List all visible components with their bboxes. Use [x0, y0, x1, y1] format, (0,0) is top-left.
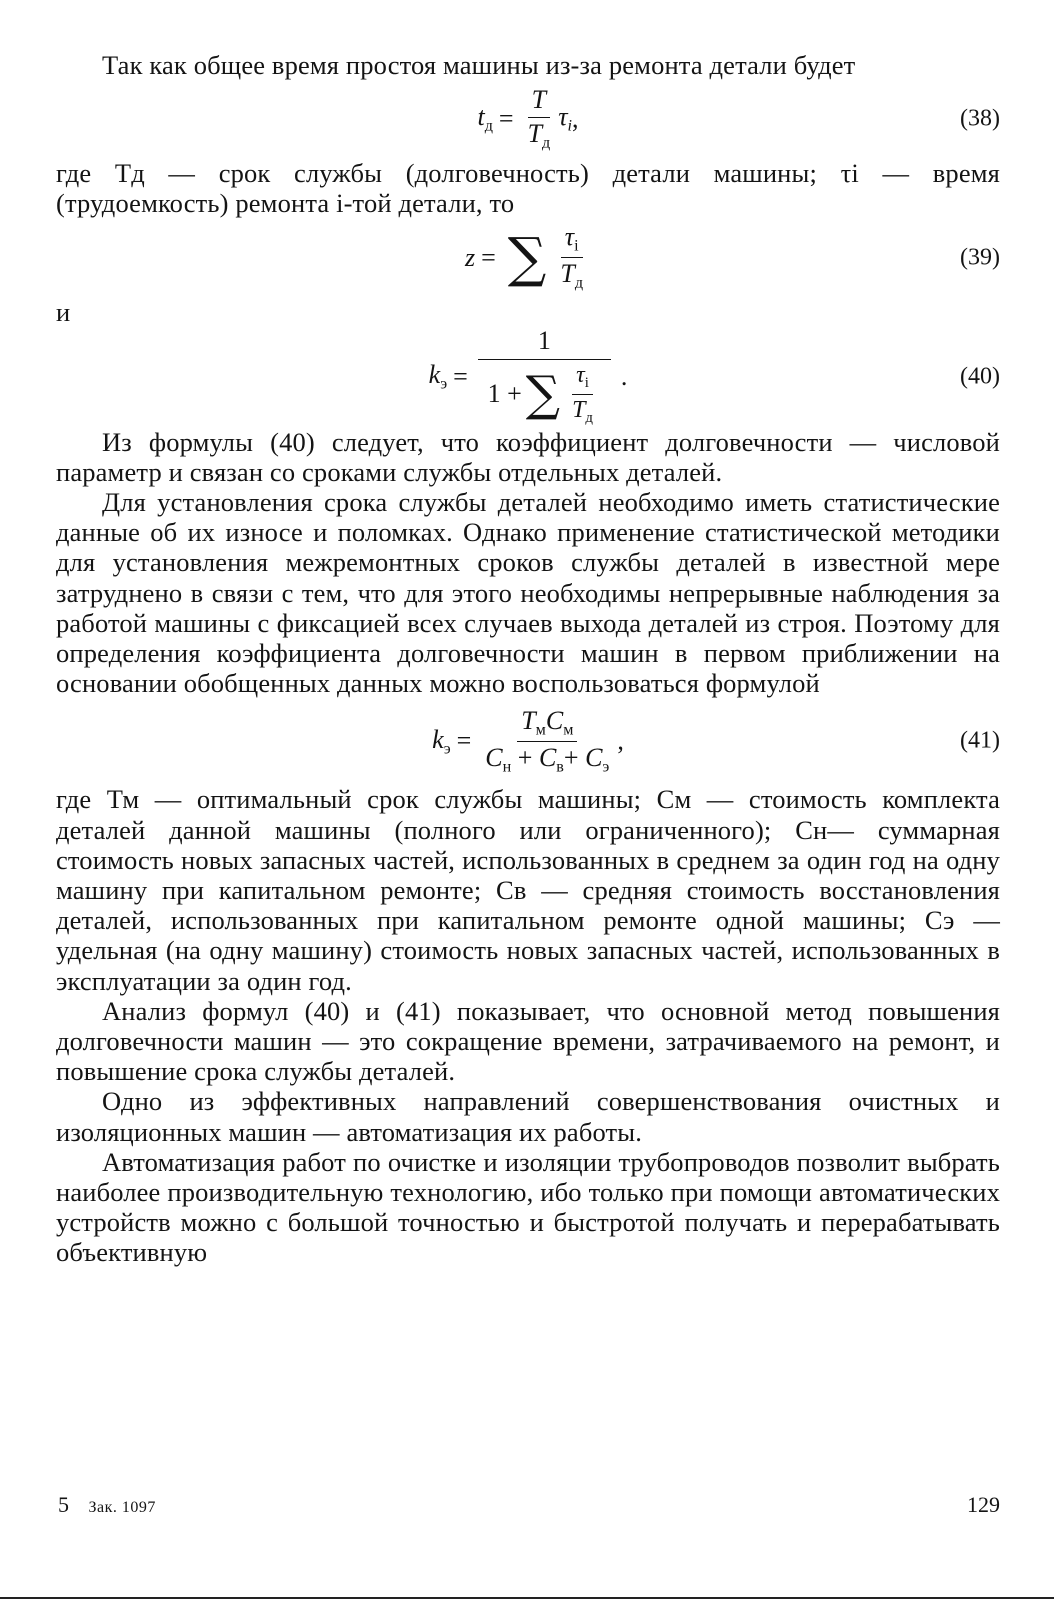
equation-38-fraction: $\frac{T}{T_д}$: [527, 85, 551, 152]
equation-number-40: (40): [960, 363, 1000, 390]
paragraph-6: Анализ формул (40) и (41) показывает, что основной метод повышения долговечности машин — это сокращение времени, затрачиваемого на ремонт, и повышение срока службы деталей.: [56, 995, 1000, 1087]
paragraph-4: Для установления срока службы деталей необходимо иметь статистические данные об их износе и поломках. Однако применение статистической методики для установления межремонтных сроков службы деталей в известной мере затруднено в связи с тем, что для этого необходимы непрерывные наблюдения за работой машины с фиксацией всех случаев выхода деталей из строя. Поэтому для определения коэффициента долговечности машин в первом приближении на основании обобщенных данных можно воспользоваться формулой: [56, 487, 1000, 699]
page-edge-line: [0, 1597, 1054, 1599]
equation-38: $t_д$ = $\frac{T}{T_д}$ $\tau_i$ , (38): [477, 85, 1000, 152]
paragraph-7: Одно из эффективных направлений совершенствования очистных и изоляционных машин — автоматизация их работы.: [56, 1086, 1000, 1147]
equation-number-38: (38): [960, 105, 1000, 132]
page-footer: [58, 1492, 1000, 1518]
equation-39-fraction: $\frac{\tau_i}{T_д}$: [560, 221, 584, 292]
paragraph-8: Автоматизация работ по очистке и изоляции трубопроводов позволит выбрать наиболее производительную технологию, ибо только при помощи автоматических устройств можно с большой точностью и быстротой получать и перерабатывать объективную: [56, 1146, 1000, 1268]
equation-40-fraction: 1 1 + ∑ $\frac{\tau_i}{T_д}$: [478, 327, 611, 427]
print-order: Зак. 1097: [88, 1499, 156, 1516]
equation-number-41: (41): [960, 727, 1000, 754]
paragraph-1: Так как общее время простоя машины из-за ремонта детали будет: [102, 50, 856, 80]
equation-40: $k_э$ = 1 1 + ∑ $\frac{\tau_i}{T_д}$ . (40): [428, 325, 1000, 427]
signature-mark: 5: [58, 1492, 69, 1517]
equation-41: $k_э$ = $\frac{T_мC_м}{C_н + C_в+ C_э}$ , (41): [432, 705, 1000, 776]
page-body: [56, 50, 1000, 1268]
sum-sign: ∑: [525, 366, 561, 423]
equation-39: z = ∑ $\frac{\tau_i}{T_д}$ (39): [464, 221, 1000, 292]
page-number: 129: [967, 1492, 1000, 1517]
paragraph-5: где Тм — оптимальный срок службы машины; См — стоимость комплекта деталей данной машины (полного или ограниченного); Сн— суммарная стоимость новых запасных частей, использованных в среднем за один год на одну машину при капитальном ремонте; Св — средняя стоимость восстановления деталей, использованных при капитальном ремонте одной машины; Сэ — удельная (на одну машину) стоимость новых запасных частей, использованных в эксплуатации за один год.: [56, 784, 1000, 996]
equation-41-fraction: $\frac{T_мC_м}{C_н + C_в+ C_э}$: [485, 705, 610, 776]
sum-sign: ∑: [507, 225, 547, 289]
paragraph-3: Из формулы (40) следует, что коэффициент долговечности — числовой параметр и связан со сроками службы отдельных деталей.: [56, 426, 1000, 487]
equation-number-39: (39): [960, 244, 1000, 271]
paragraph-2: где Тд — срок службы (долговечность) детали машины; τi — время (трудоемкость) ремонта i-той детали, то: [56, 158, 1000, 219]
conjunction-and: и: [56, 296, 71, 327]
